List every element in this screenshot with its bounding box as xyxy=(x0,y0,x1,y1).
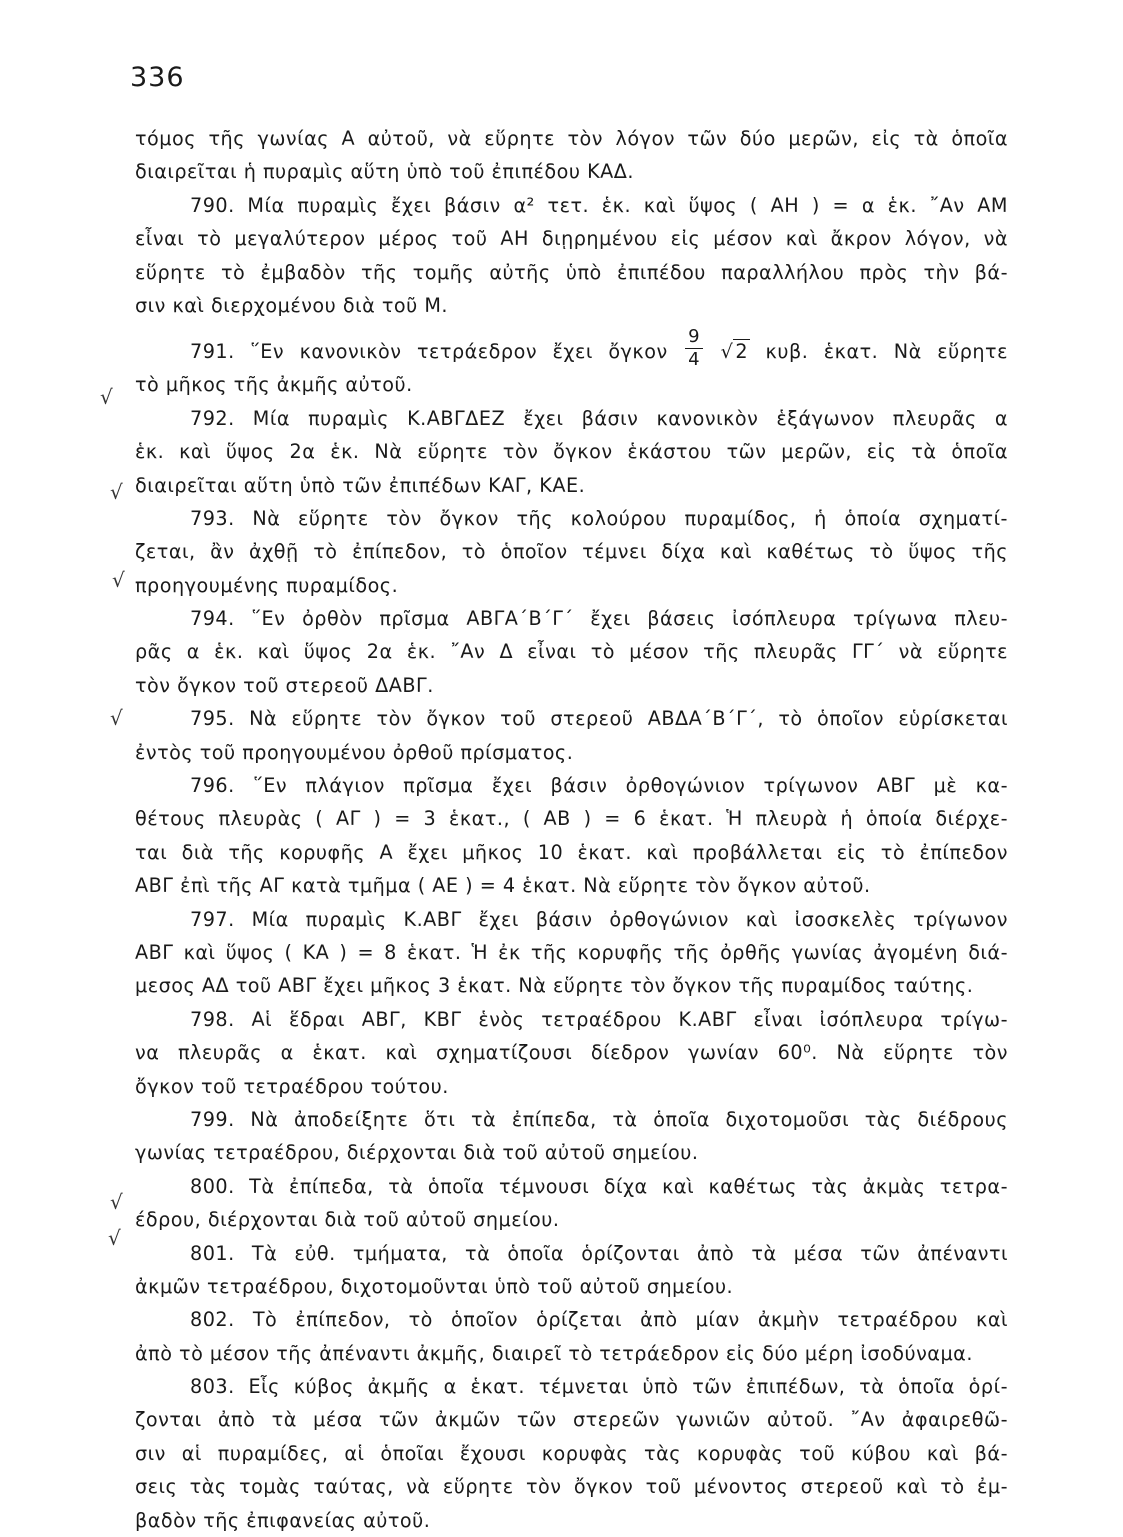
problem-791-text: 791. ῞Εν κανονικὸν τετράεδρον ἔχει ὄγκον xyxy=(190,340,668,364)
problem-800: 800. Τὰ ἐπίπεδα, τὰ ὁποῖα τέμνουσι δίχα καὶ καθέτως τὰς ἀκμὰς τετρα- xyxy=(190,1174,1008,1198)
problem-791 xyxy=(135,322,1008,371)
check-mark-794: √ xyxy=(112,568,125,592)
text-line: προηγουμένης πυραμίδος. xyxy=(135,573,399,597)
problem-803: 803. Εἷς κύβος ἀκμῆς α ἑκατ. τέμνεται ὑπὸ τῶν ἐπιπέδων, τὰ ὁποῖα ὁρί- xyxy=(190,1375,1008,1399)
check-mark-802: √ xyxy=(110,1190,123,1214)
text-line: γωνίας τετραέδρου, διέρχονται διὰ τοῦ αὐτοῦ σημείου. xyxy=(135,1141,699,1165)
text-line: θέτους πλευρὰς ( ΑΓ ) = 3 ἑκατ., ( ΑΒ ) = 6 ἑκατ. Ἡ πλευρὰ ἡ ὁποία διέρχε- xyxy=(135,807,1008,831)
problem-791-text-end: κυβ. ἑκατ. Νὰ εὕρητε xyxy=(765,340,1008,364)
text-line: εἶναι τὸ μεγαλύτερον μέρος τοῦ ΑΗ διῃρημένου εἰς μέσον καὶ ἄκρον λόγον, νὰ xyxy=(135,227,1008,251)
problem-801: 801. Τὰ εὐθ. τμήματα, τὰ ὁποῖα ὁρίζονται ἀπὸ τὰ μέσα τῶν ἀπέναντι xyxy=(190,1241,1008,1265)
text-line: ζεται, ἂν ἀχθῇ τὸ ἐπίπεδον, τὸ ὁποῖον τέμνει δίχα καὶ καθέτως τὸ ὕψος τῆς xyxy=(135,540,1008,564)
problem-790: 790. Μία πυραμὶς ἔχει βάσιν α² τετ. ἑκ. καὶ ὕψος ( ΑΗ ) = α ἑκ. ῎Αν ΑΜ xyxy=(190,193,1008,217)
check-mark-792: √ xyxy=(100,385,113,409)
problem-798: 798. Αἱ ἕδραι ΑΒΓ, ΚΒΓ ἑνὸς τετραέδρου Κ.ΑΒΓ εἶναι ἰσόπλευρα τρίγω- xyxy=(190,1007,1008,1031)
text-line: μεσος ΑΔ τοῦ ΑΒΓ ἔχει μῆκος 3 ἑκατ. Νὰ εὕρητε τὸν ὄγκον τῆς πυραμίδος ταύτης. xyxy=(135,974,974,998)
text-line: διαιρεῖται ἡ πυραμὶς αὕτη ὑπὸ τοῦ ἐπιπέδου ΚΑΔ. xyxy=(135,160,635,184)
problem-802: 802. Τὸ ἐπίπεδον, τὸ ὁποῖον ὁρίζεται ἀπὸ μίαν ἀκμὴν τετραέδρου καὶ xyxy=(190,1308,1008,1332)
text-line: τόμος τῆς γωνίας Α αὐτοῦ, νὰ εὕρητε τὸν λόγον τῶν δύο μερῶν, εἰς τὰ ὁποῖα xyxy=(135,127,1008,150)
text-line: βαδὸν τῆς ἐπιφανείας αὐτοῦ. xyxy=(135,1508,431,1532)
text-line: τὸ μῆκος τῆς ἀκμῆς αὐτοῦ. xyxy=(135,373,413,397)
text-line: τὸν ὄγκον τοῦ στερεοῦ ΔΑΒΓ. xyxy=(135,673,434,697)
text-line: ΑΒΓ ἐπὶ τῆς ΑΓ κατὰ τμῆμα ( ΑΕ ) = 4 ἑκατ. Νὰ εὕρητε τὸν ὄγκον αὐτοῦ. xyxy=(135,874,871,898)
text-line: ΑΒΓ καὶ ὕψος ( ΚΑ ) = 8 ἑκατ. Ἡ ἐκ τῆς κορυφῆς τῆς ὀρθῆς γωνίας ἀγομένη διά- xyxy=(135,940,1008,964)
text-line: να πλευρᾶς α ἑκατ. καὶ σχηματίζουσι δίεδρον γωνίαν 60⁰. Νὰ εὕρητε τὸν xyxy=(135,1041,1008,1065)
text-line: εὕρητε τὸ ἐμβαδὸν τῆς τομῆς αὐτῆς ὑπὸ ἐπιπέδου παραλλήλου πρὸς τὴν βά- xyxy=(135,260,1008,284)
fraction-numerator: 9 xyxy=(685,326,703,349)
page-number: 336 xyxy=(130,62,185,93)
text-line: διαιρεῖται αὕτη ὑπὸ τῶν ἐπιπέδων ΚΑΓ, ΚΑΕ. xyxy=(135,473,586,497)
check-mark-793: √ xyxy=(110,480,123,504)
problem-799: 799. Νὰ ἀποδείξητε ὅτι τὰ ἐπίπεδα, τὰ ὁποῖα διχοτομοῦσι τὰς διέδρους xyxy=(190,1107,1008,1131)
text-line: ρᾶς α ἑκ. καὶ ὕψος 2α ἑκ. ῎Αν Δ εἶναι τὸ μέσον τῆς πλευρᾶς ΓΓ΄ νὰ εὕρητε xyxy=(135,640,1008,664)
radicand: 2 xyxy=(735,340,749,364)
fraction-9-over-4 xyxy=(685,326,703,371)
check-mark-796: √ xyxy=(110,706,123,730)
text-line: ται διὰ τῆς κορυφῆς Α ἔχει μῆκος 10 ἑκατ. καὶ προβάλλεται εἰς τὸ ἐπίπεδον xyxy=(135,840,1008,864)
text-line: ὄγκον τοῦ τετραέδρου τούτου. xyxy=(135,1074,449,1098)
text-line: ἀκμῶν τετραέδρου, διχοτομοῦνται ὑπὸ τοῦ αὐτοῦ σημείου. xyxy=(135,1274,734,1298)
text-line: ἐντὸς τοῦ προηγουμένου ὀρθοῦ πρίσματος. xyxy=(135,740,574,764)
fraction-denominator: 4 xyxy=(688,349,701,371)
square-root xyxy=(721,322,750,382)
problem-797: 797. Μία πυραμὶς Κ.ΑΒΓ ἔχει βάσιν ὀρθογώνιον καὶ ἰσοσκελὲς τρίγωνον xyxy=(190,907,1008,931)
problem-795: 795. Νὰ εὕρητε τὸν ὄγκον τοῦ στερεοῦ ΑΒΔΑ΄Β΄Γ΄, τὸ ὁποῖον εὑρίσκεται xyxy=(190,707,1008,731)
page-body xyxy=(135,122,1008,1537)
text-line: έδρου, διέρχονται διὰ τοῦ αὐτοῦ σημείου. xyxy=(135,1208,560,1232)
check-mark-803: √ xyxy=(108,1226,121,1250)
radical-sign: √ xyxy=(720,340,734,364)
problem-793: 793. Νὰ εὕρητε τὸν ὄγκον τῆς κολούρου πυραμίδος, ἡ ὁποία σχηματί- xyxy=(190,506,1008,530)
problem-792: 792. Μία πυραμὶς Κ.ΑΒΓΔΕΖ ἔχει βάσιν κανονικὸν ἑξάγωνον πλευρᾶς α xyxy=(190,406,1008,430)
text-line: σιν αἱ πυραμίδες, αἱ ὁποῖαι ἔχουσι κορυφὰς τὰς κορυφὰς τοῦ κύβου καὶ βά- xyxy=(135,1441,1008,1465)
text-line: σεις τὰς τομὰς ταύτας, νὰ εὕρητε τὸν ὄγκον τοῦ μένοντος στερεοῦ καὶ τὸ ἐμ- xyxy=(135,1475,1008,1499)
text-line: σιν καὶ διερχομένου διὰ τοῦ Μ. xyxy=(135,293,448,317)
text-line: ζονται ἀπὸ τὰ μέσα τῶν ἀκμῶν τῶν στερεῶν γωνιῶν αὐτοῦ. ῎Αν ἀφαιρεθῶ- xyxy=(135,1408,1008,1432)
text-line: ἑκ. καὶ ὕψος 2α ἑκ. Νὰ εὕρητε τὸν ὄγκον ἑκάστου τῶν μερῶν, εἰς τὰ ὁποῖα xyxy=(135,440,1008,464)
problem-796: 796. ῞Εν πλάγιον πρῖσμα ἔχει βάσιν ὀρθογώνιον τρίγωνον ΑΒΓ μὲ κα- xyxy=(190,774,1008,798)
text-line: ἀπὸ τὸ μέσον τῆς ἀπέναντι ἀκμῆς, διαιρεῖ τὸ τετράεδρον εἰς δύο μέρη ἰσοδύναμα. xyxy=(135,1341,973,1365)
problem-794: 794. ῞Εν ὀρθὸν πρῖσμα ΑΒΓΑ΄Β΄Γ΄ ἔχει βάσεις ἰσόπλευρα τρίγωνα πλευ- xyxy=(190,607,1008,631)
